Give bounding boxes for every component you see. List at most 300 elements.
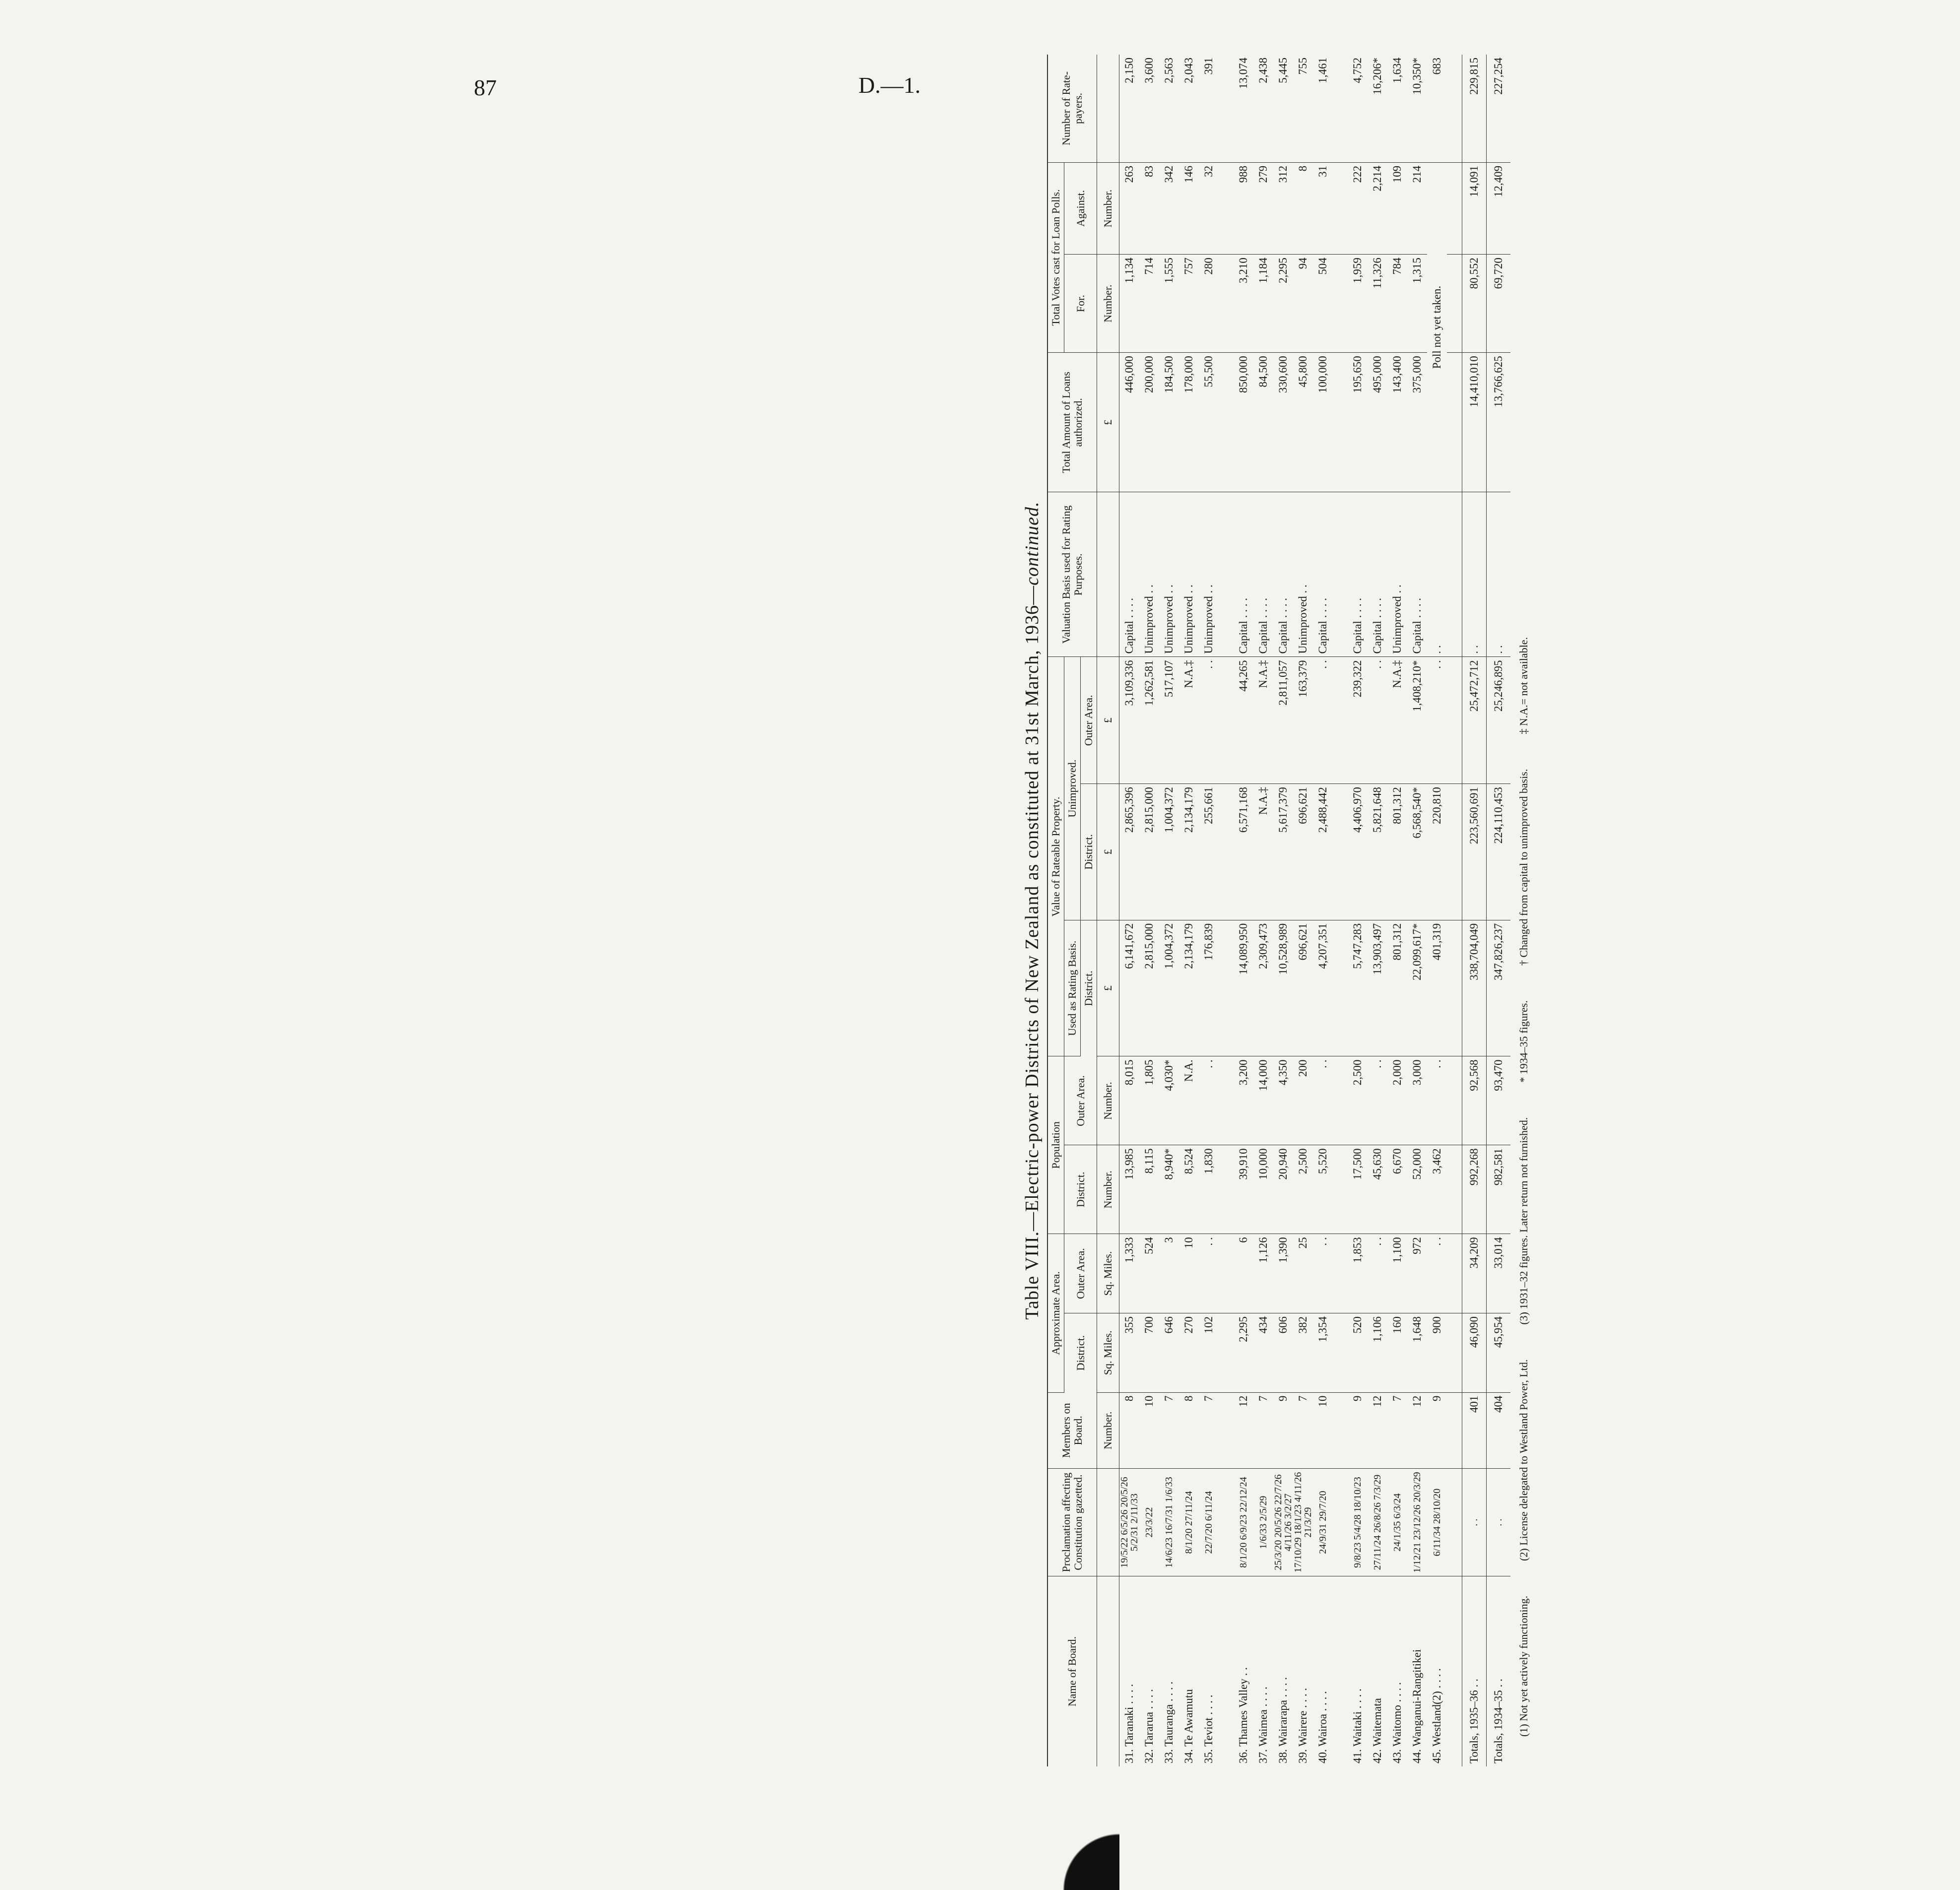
cell-loans: 446,000: [1119, 353, 1140, 492]
cell-ratepayers: 1,461: [1313, 55, 1333, 162]
cell-val-used: 2,309,473: [1253, 920, 1273, 1056]
cell-against: 109: [1387, 162, 1407, 254]
cell-loans: 495,000: [1368, 353, 1387, 492]
cell-area-d: 646: [1159, 1313, 1179, 1392]
table-row: [1293, 55, 1313, 1766]
cell-unimp-o: . .: [1313, 657, 1333, 784]
spacer-cell: [1447, 1392, 1462, 1468]
cell-proc: 17/10/29 18/1/23 4/11/26 21/3/29: [1293, 1468, 1313, 1576]
cell-for: 2,295: [1273, 255, 1293, 353]
cell-unimp-d: N.A.‡: [1253, 784, 1273, 920]
spacer-cell: [1333, 162, 1348, 254]
cell-pop-d: 39,910: [1234, 1145, 1253, 1234]
cell-basis: . .: [1427, 492, 1447, 657]
cell-against: 14,091: [1462, 162, 1487, 254]
table-row: [1348, 55, 1368, 1766]
cell-pop-d: 8,524: [1179, 1145, 1199, 1234]
cell-val-used: 4,207,351: [1313, 920, 1333, 1056]
cell-for: 3,210: [1234, 255, 1253, 353]
cell-area-o: . .: [1368, 1234, 1387, 1313]
cell-pop-o: . .: [1368, 1056, 1387, 1145]
spacer-cell: [1333, 492, 1348, 657]
cell-against: 8: [1293, 162, 1313, 254]
header-votes-for: For.: [1064, 255, 1097, 353]
cell-name: 34. Te Awamutu: [1182, 1689, 1195, 1763]
table-row: [1273, 55, 1293, 1766]
cell-area-d: 270: [1179, 1313, 1199, 1392]
cell-pop-o: 14,000: [1253, 1056, 1273, 1145]
cell-name: 38. Wairarapa . . . .: [1277, 1677, 1289, 1763]
spacer-cell: [1219, 353, 1234, 492]
cell-ratepayers: 10,350*: [1407, 55, 1427, 162]
cell-unimp-d: 2,134,179: [1179, 784, 1199, 920]
spacer-cell: [1219, 657, 1234, 784]
cell-area-d: 46,090: [1462, 1313, 1487, 1392]
cell-area-o: . .: [1427, 1234, 1447, 1313]
cell-for: 11,326: [1368, 255, 1387, 353]
cell-against: 312: [1273, 162, 1293, 254]
unit-cell: Sq. Miles.: [1097, 1234, 1119, 1313]
cell-against: 279: [1253, 162, 1273, 254]
spacer-cell: [1333, 920, 1348, 1056]
cell-area-d: 700: [1139, 1313, 1159, 1392]
cell-unimp-d: 1,004,372: [1159, 784, 1179, 920]
footnote: † Changed from capital to unimproved basis.: [1517, 769, 1530, 966]
unit-cell: £: [1097, 784, 1119, 920]
cell-pop-d: 52,000: [1407, 1145, 1427, 1234]
cell-area-o: 3: [1159, 1234, 1179, 1313]
cell-for: 504: [1313, 255, 1333, 353]
cell-area-o: 1,853: [1348, 1234, 1368, 1313]
cell-unimp-d: 696,621: [1293, 784, 1313, 920]
cell-against: 12,409: [1487, 162, 1511, 254]
cell-loans: Poll not yet taken.: [1427, 162, 1447, 492]
header-used-district: District.: [1081, 920, 1097, 1056]
unit-cell: Sq. Miles.: [1097, 1313, 1119, 1392]
cell-pop-o: 4,030*: [1159, 1056, 1179, 1145]
spacer-cell: [1333, 1313, 1348, 1392]
cell-area-d: 520: [1348, 1313, 1368, 1392]
cell-area-d: 382: [1293, 1313, 1313, 1392]
footnote: ‡ N.A.= not available.: [1517, 637, 1530, 734]
table-title-continued: continued.: [1022, 501, 1043, 586]
totals-row: [1487, 55, 1511, 1766]
cell-area-o: . .: [1199, 1234, 1219, 1313]
unit-cell: Number.: [1097, 255, 1119, 353]
cell-against: 32: [1199, 162, 1219, 254]
cell-basis: Capital . . . .: [1119, 492, 1140, 657]
table-row: [1387, 55, 1407, 1766]
cell-area-d: 900: [1427, 1313, 1447, 1392]
cell-name: 43. Waitomo . . . .: [1391, 1682, 1403, 1763]
table-row: [1313, 55, 1333, 1766]
cell-pop-o: 1,805: [1139, 1056, 1159, 1145]
cell-area-o: 1,390: [1273, 1234, 1293, 1313]
cell-against: 988: [1234, 162, 1253, 254]
cell-pop-o: 3,200: [1234, 1056, 1253, 1145]
page-number: 87: [474, 75, 497, 100]
header-population: Population: [1047, 1056, 1064, 1234]
cell-name: 42. Waitemata: [1371, 1698, 1383, 1763]
cell-basis: Capital . . . .: [1234, 492, 1253, 657]
table-body: [1097, 55, 1511, 1766]
cell-ratepayers: 1,634: [1387, 55, 1407, 162]
cell-name: 45. Westland(2) . . . .: [1431, 1668, 1443, 1763]
cell-name: 41. Waitaki . . . .: [1351, 1688, 1364, 1763]
cell-basis: Unimproved . .: [1387, 492, 1407, 657]
cell-for: 280: [1199, 255, 1219, 353]
cell-for: 94: [1293, 255, 1313, 353]
header-value: Value of Rateable Property.: [1047, 657, 1064, 1056]
spacer-cell: [1219, 162, 1234, 254]
cell-name: 39. Wairere . . . .: [1297, 1688, 1309, 1763]
spacer-cell: [1219, 1392, 1234, 1468]
header-used-basis: Used as Rating Basis.: [1064, 920, 1081, 1056]
cell-unimp-d: 2,488,442: [1313, 784, 1333, 920]
header-votes-against: Against.: [1064, 162, 1097, 254]
cell-proc: 22/7/20 6/11/24: [1199, 1468, 1219, 1576]
cell-area-d: 102: [1199, 1313, 1219, 1392]
cell-val-used: 176,839: [1199, 920, 1219, 1056]
table-row: [1119, 55, 1140, 1766]
spacer-cell: [1333, 1468, 1348, 1576]
cell-unimp-o: N.A.‡: [1253, 657, 1273, 784]
cell-pop-d: 1,830: [1199, 1145, 1219, 1234]
cell-against: 342: [1159, 162, 1179, 254]
cell-val-used: 401,319: [1427, 920, 1447, 1056]
cell-pop-d: 13,985: [1119, 1145, 1140, 1234]
cell-unimp-d: 6,568,540*: [1407, 784, 1427, 920]
cell-pop-o: . .: [1313, 1056, 1333, 1145]
cell-unimp-o: 2,811,057: [1273, 657, 1293, 784]
cell-members: 12: [1234, 1392, 1253, 1468]
cell-ratepayers: 2,438: [1253, 55, 1273, 162]
cell-members: 12: [1407, 1392, 1427, 1468]
totals-row: [1462, 55, 1487, 1766]
cell-pop-o: 3,000: [1407, 1056, 1427, 1145]
cell-basis: Capital . . . .: [1273, 492, 1293, 657]
cell-area-d: 606: [1273, 1313, 1293, 1392]
table-title-text: Table VIII.—Electric-power Districts of New Zealand as constituted at 31st March, 1936—: [1022, 585, 1043, 1320]
cell-against: 146: [1179, 162, 1199, 254]
cell-val-used: 13,903,497: [1368, 920, 1387, 1056]
cell-ratepayers: 2,150: [1119, 55, 1140, 162]
cell-basis: Capital . . . .: [1368, 492, 1387, 657]
cell-proc: 1/6/33 2/5/29: [1253, 1468, 1273, 1576]
footnote: * 1934–35 figures.: [1517, 1000, 1530, 1083]
cell-proc: 9/8/23 5/4/28 18/10/23: [1348, 1468, 1368, 1576]
cell-pop-d: 982,581: [1487, 1145, 1511, 1234]
cell-proc: 27/11/24 26/8/26 7/3/29: [1368, 1468, 1387, 1576]
spacer-cell: [1333, 353, 1348, 492]
cell-area-o: 10: [1179, 1234, 1199, 1313]
cell-for: 1,555: [1159, 255, 1179, 353]
unit-cell: Number.: [1097, 1056, 1119, 1145]
cell-loans: 330,600: [1273, 353, 1293, 492]
spacer-cell: [1447, 657, 1462, 784]
cell-proc: 14/6/23 16/7/31 1/6/33: [1159, 1468, 1179, 1576]
spacer-cell: [1447, 1468, 1462, 1576]
cell-pop-o: 4,350: [1273, 1056, 1293, 1145]
cell-val-used: 338,704,049: [1462, 920, 1487, 1056]
cell-basis: Capital . . . .: [1253, 492, 1273, 657]
cell-unimp-o: 163,379: [1293, 657, 1313, 784]
cell-pop-d: 8,940*: [1159, 1145, 1179, 1234]
cell-basis: Capital . . . .: [1348, 492, 1368, 657]
cell-area-o: . .: [1313, 1234, 1333, 1313]
cell-area-d: 1,648: [1407, 1313, 1427, 1392]
cell-against: 263: [1119, 162, 1140, 254]
cell-for: 1,184: [1253, 255, 1273, 353]
cell-name: Totals, 1934–35 . .: [1487, 1576, 1511, 1766]
cell-proc: 19/5/22 6/5/26 20/5/26 5/2/31 2/11/33: [1119, 1468, 1140, 1576]
cell-basis: . .: [1462, 492, 1487, 657]
cell-proc: 8/1/20 27/11/24: [1179, 1468, 1199, 1576]
cell-unimp-d: 2,865,396: [1119, 784, 1140, 920]
spacer-cell: [1333, 1234, 1348, 1313]
spacer-cell: [1447, 1056, 1462, 1145]
cell-unimp-d: 4,406,970: [1348, 784, 1368, 920]
cell-val-used: 10,528,989: [1273, 920, 1293, 1056]
rotated-table-page: [1017, 55, 1960, 1766]
spacer-cell: [1447, 920, 1462, 1056]
cell-loans: 184,500: [1159, 353, 1179, 492]
cell-area-d: 45,954: [1487, 1313, 1511, 1392]
cell-name: 32. Tararua . . . .: [1143, 1689, 1155, 1763]
cell-unimp-d: 220,810: [1427, 784, 1447, 920]
cell-for: 1,315: [1407, 255, 1427, 353]
header-area-district: District.: [1064, 1313, 1097, 1392]
cell-for: 69,720: [1487, 255, 1511, 353]
unit-cell: Number.: [1097, 1392, 1119, 1468]
header-name: Name of Board.: [1047, 1576, 1097, 1766]
cell-unimp-o: 1,408,210*: [1407, 657, 1427, 784]
cell-pop-o: 92,568: [1462, 1056, 1487, 1145]
spacer-cell: [1219, 1576, 1234, 1766]
cell-basis: Unimproved . .: [1159, 492, 1179, 657]
spacer-cell: [1219, 1056, 1234, 1145]
cell-pop-d: 17,500: [1348, 1145, 1368, 1234]
cell-unimp-d: 5,617,379: [1273, 784, 1293, 920]
cell-members: 9: [1427, 1392, 1447, 1468]
group-spacer: [1333, 55, 1348, 1766]
cell-pop-d: 20,940: [1273, 1145, 1293, 1234]
cell-pop-o: 200: [1293, 1056, 1313, 1145]
cell-unimp-d: 6,571,168: [1234, 784, 1253, 920]
cell-area-o: 1,333: [1119, 1234, 1140, 1313]
header-area-outer: Outer Area.: [1064, 1234, 1097, 1313]
cell-pop-o: 2,500: [1348, 1056, 1368, 1145]
cell-proc: . .: [1487, 1468, 1511, 1576]
cell-members: 9: [1348, 1392, 1368, 1468]
table-row: [1427, 55, 1447, 1766]
cell-for: 757: [1179, 255, 1199, 353]
units-blank: [1097, 1576, 1119, 1766]
header-unimp-district: District.: [1081, 784, 1097, 920]
cell-val-used: 22,099,617*: [1407, 920, 1427, 1056]
cell-members: 10: [1313, 1392, 1333, 1468]
footnotes: [1517, 55, 1530, 1766]
cell-unimp-o: 517,107: [1159, 657, 1179, 784]
cell-name: 36. Thames Valley . .: [1237, 1667, 1249, 1763]
cell-pop-o: N.A.: [1179, 1056, 1199, 1145]
cell-pop-d: 6,670: [1387, 1145, 1407, 1234]
cell-unimp-o: N.A.‡: [1179, 657, 1199, 784]
footnote: (3) 1931–32 figures. Later return not furnished.: [1517, 1117, 1530, 1325]
spacer-cell: [1333, 1392, 1348, 1468]
cell-for: 714: [1139, 255, 1159, 353]
electric-power-districts-table: [1047, 55, 1510, 1766]
units-row: [1097, 55, 1119, 1766]
units-blank: [1097, 55, 1119, 162]
cell-unimp-d: 5,821,648: [1368, 784, 1387, 920]
cell-proc: 8/1/20 6/9/23 22/12/24: [1234, 1468, 1253, 1576]
cell-proc: 24/9/31 29/7/20: [1313, 1468, 1333, 1576]
cell-val-used: 2,815,000: [1139, 920, 1159, 1056]
cell-loans: 850,000: [1234, 353, 1253, 492]
table-row: [1159, 55, 1179, 1766]
cell-unimp-d: 223,560,691: [1462, 784, 1487, 920]
table-row: [1179, 55, 1199, 1766]
cell-members: 401: [1462, 1392, 1487, 1468]
cell-val-used: 14,089,950: [1234, 920, 1253, 1056]
cell-area-d: 434: [1253, 1313, 1273, 1392]
header-proclamation: Proclamation affecting Constitution gazetted.: [1047, 1468, 1097, 1576]
cell-area-o: 33,014: [1487, 1234, 1511, 1313]
cell-basis: Unimproved . .: [1293, 492, 1313, 657]
unit-cell: £: [1097, 353, 1119, 492]
cell-loans: 45,800: [1293, 353, 1313, 492]
cell-members: 10: [1139, 1392, 1159, 1468]
cell-basis: Capital . . . .: [1313, 492, 1333, 657]
cell-ratepayers: 755: [1293, 55, 1313, 162]
group-spacer: [1219, 55, 1234, 1766]
cell-area-o: 1,126: [1253, 1234, 1273, 1313]
spacer-cell: [1333, 1145, 1348, 1234]
cell-ratepayers: 5,445: [1273, 55, 1293, 162]
cell-val-used: 696,621: [1293, 920, 1313, 1056]
cell-unimp-o: N.A.‡: [1387, 657, 1407, 784]
cell-unimp-o: . .: [1199, 657, 1219, 784]
cell-name: 31. Taranaki . . . .: [1123, 1684, 1135, 1763]
header-unimp-outer: Outer Area.: [1081, 657, 1097, 784]
table-row: [1139, 55, 1159, 1766]
cell-name: 44. Wanganui-Rangitikei: [1411, 1649, 1423, 1763]
cell-unimp-o: 1,262,581: [1139, 657, 1159, 784]
cell-area-d: 160: [1387, 1313, 1407, 1392]
cell-pop-o: 8,015: [1119, 1056, 1140, 1145]
cell-for: 80,552: [1462, 255, 1487, 353]
cell-for: 1,959: [1348, 255, 1368, 353]
header-pop-district: District.: [1064, 1145, 1097, 1234]
spacer-cell: [1333, 657, 1348, 784]
spacer-cell: [1219, 920, 1234, 1056]
spacer-cell: [1447, 55, 1462, 162]
cell-val-used: 6,141,672: [1119, 920, 1140, 1056]
cell-members: 8: [1179, 1392, 1199, 1468]
unit-cell: Number.: [1097, 162, 1119, 254]
cell-unimp-o: . .: [1427, 657, 1447, 784]
cell-basis: Unimproved . .: [1199, 492, 1219, 657]
spacer-cell: [1219, 255, 1234, 353]
cell-unimp-d: 255,661: [1199, 784, 1219, 920]
cell-basis: Unimproved . .: [1179, 492, 1199, 657]
spacer-cell: [1219, 1234, 1234, 1313]
header-valuation-basis: Valuation Basis used for Rating Purposes.: [1047, 492, 1097, 657]
cell-pop-d: 3,462: [1427, 1145, 1447, 1234]
header-votes: Total Votes cast for Loan Polls.: [1047, 162, 1064, 352]
cell-pop-d: 10,000: [1253, 1145, 1273, 1234]
spacer-cell: [1447, 1234, 1462, 1313]
cell-against: 2,214: [1368, 162, 1387, 254]
unit-cell: Number.: [1097, 1145, 1119, 1234]
cell-loans: 100,000: [1313, 353, 1333, 492]
cell-area-o: 972: [1407, 1234, 1427, 1313]
cell-against: 222: [1348, 162, 1368, 254]
cell-area-d: 1,106: [1368, 1313, 1387, 1392]
cell-basis: Unimproved . .: [1139, 492, 1159, 657]
table-title: [1017, 55, 1047, 1766]
spacer-cell: [1447, 353, 1462, 492]
cell-ratepayers: 683: [1427, 55, 1447, 162]
cell-proc: 1/12/21 23/12/26 20/3/29: [1407, 1468, 1427, 1576]
cell-val-used: 2,134,179: [1179, 920, 1199, 1056]
cell-pop-o: . .: [1199, 1056, 1219, 1145]
cell-name: 37. Waimea . . . .: [1257, 1687, 1269, 1763]
spacer-cell: [1333, 1056, 1348, 1145]
cell-area-o: 25: [1293, 1234, 1313, 1313]
spacer-cell: [1447, 492, 1462, 657]
table-row: [1253, 55, 1273, 1766]
cell-pop-o: . .: [1427, 1056, 1447, 1145]
cell-ratepayers: 2,043: [1179, 55, 1199, 162]
page-reference: D.—1.: [858, 72, 921, 98]
cell-pop-d: 2,500: [1293, 1145, 1313, 1234]
cell-loans: 13,766,625: [1487, 353, 1511, 492]
header-area: Approximate Area.: [1047, 1234, 1064, 1392]
cell-loans: 200,000: [1139, 353, 1159, 492]
cell-name: 35. Teviot . . . .: [1202, 1694, 1215, 1763]
unit-cell: £: [1097, 657, 1119, 784]
footnote: (1) Not yet actively functioning.: [1517, 1595, 1530, 1737]
cell-members: 12: [1368, 1392, 1387, 1468]
cell-against: 83: [1139, 162, 1159, 254]
unit-cell: £: [1097, 920, 1119, 1056]
cell-unimp-d: 224,110,453: [1487, 784, 1511, 920]
table-row: [1407, 55, 1427, 1766]
cell-unimp-d: 2,815,000: [1139, 784, 1159, 920]
cell-pop-o: 2,000: [1387, 1056, 1407, 1145]
cell-ratepayers: 13,074: [1234, 55, 1253, 162]
units-blank: [1097, 492, 1119, 657]
cell-unimp-o: . .: [1368, 657, 1387, 784]
cell-against: 214: [1407, 162, 1427, 254]
cell-basis: . .: [1487, 492, 1511, 657]
cell-ratepayers: 3,600: [1139, 55, 1159, 162]
spacer-cell: [1219, 784, 1234, 920]
cell-members: 7: [1199, 1392, 1219, 1468]
cell-name: 40. Wairoa . . . .: [1316, 1691, 1329, 1763]
cell-proc: 24/1/35 6/3/24: [1387, 1468, 1407, 1576]
cell-ratepayers: 227,254: [1487, 55, 1511, 162]
cell-for: 784: [1387, 255, 1407, 353]
cell-loans: 14,410,010: [1462, 353, 1487, 492]
cell-members: 9: [1273, 1392, 1293, 1468]
cell-name: 33. Tauranga . . . .: [1163, 1681, 1175, 1763]
spacer-cell: [1219, 55, 1234, 162]
group-spacer: [1447, 55, 1462, 1766]
cell-unimp-o: 25,246,895: [1487, 657, 1511, 784]
